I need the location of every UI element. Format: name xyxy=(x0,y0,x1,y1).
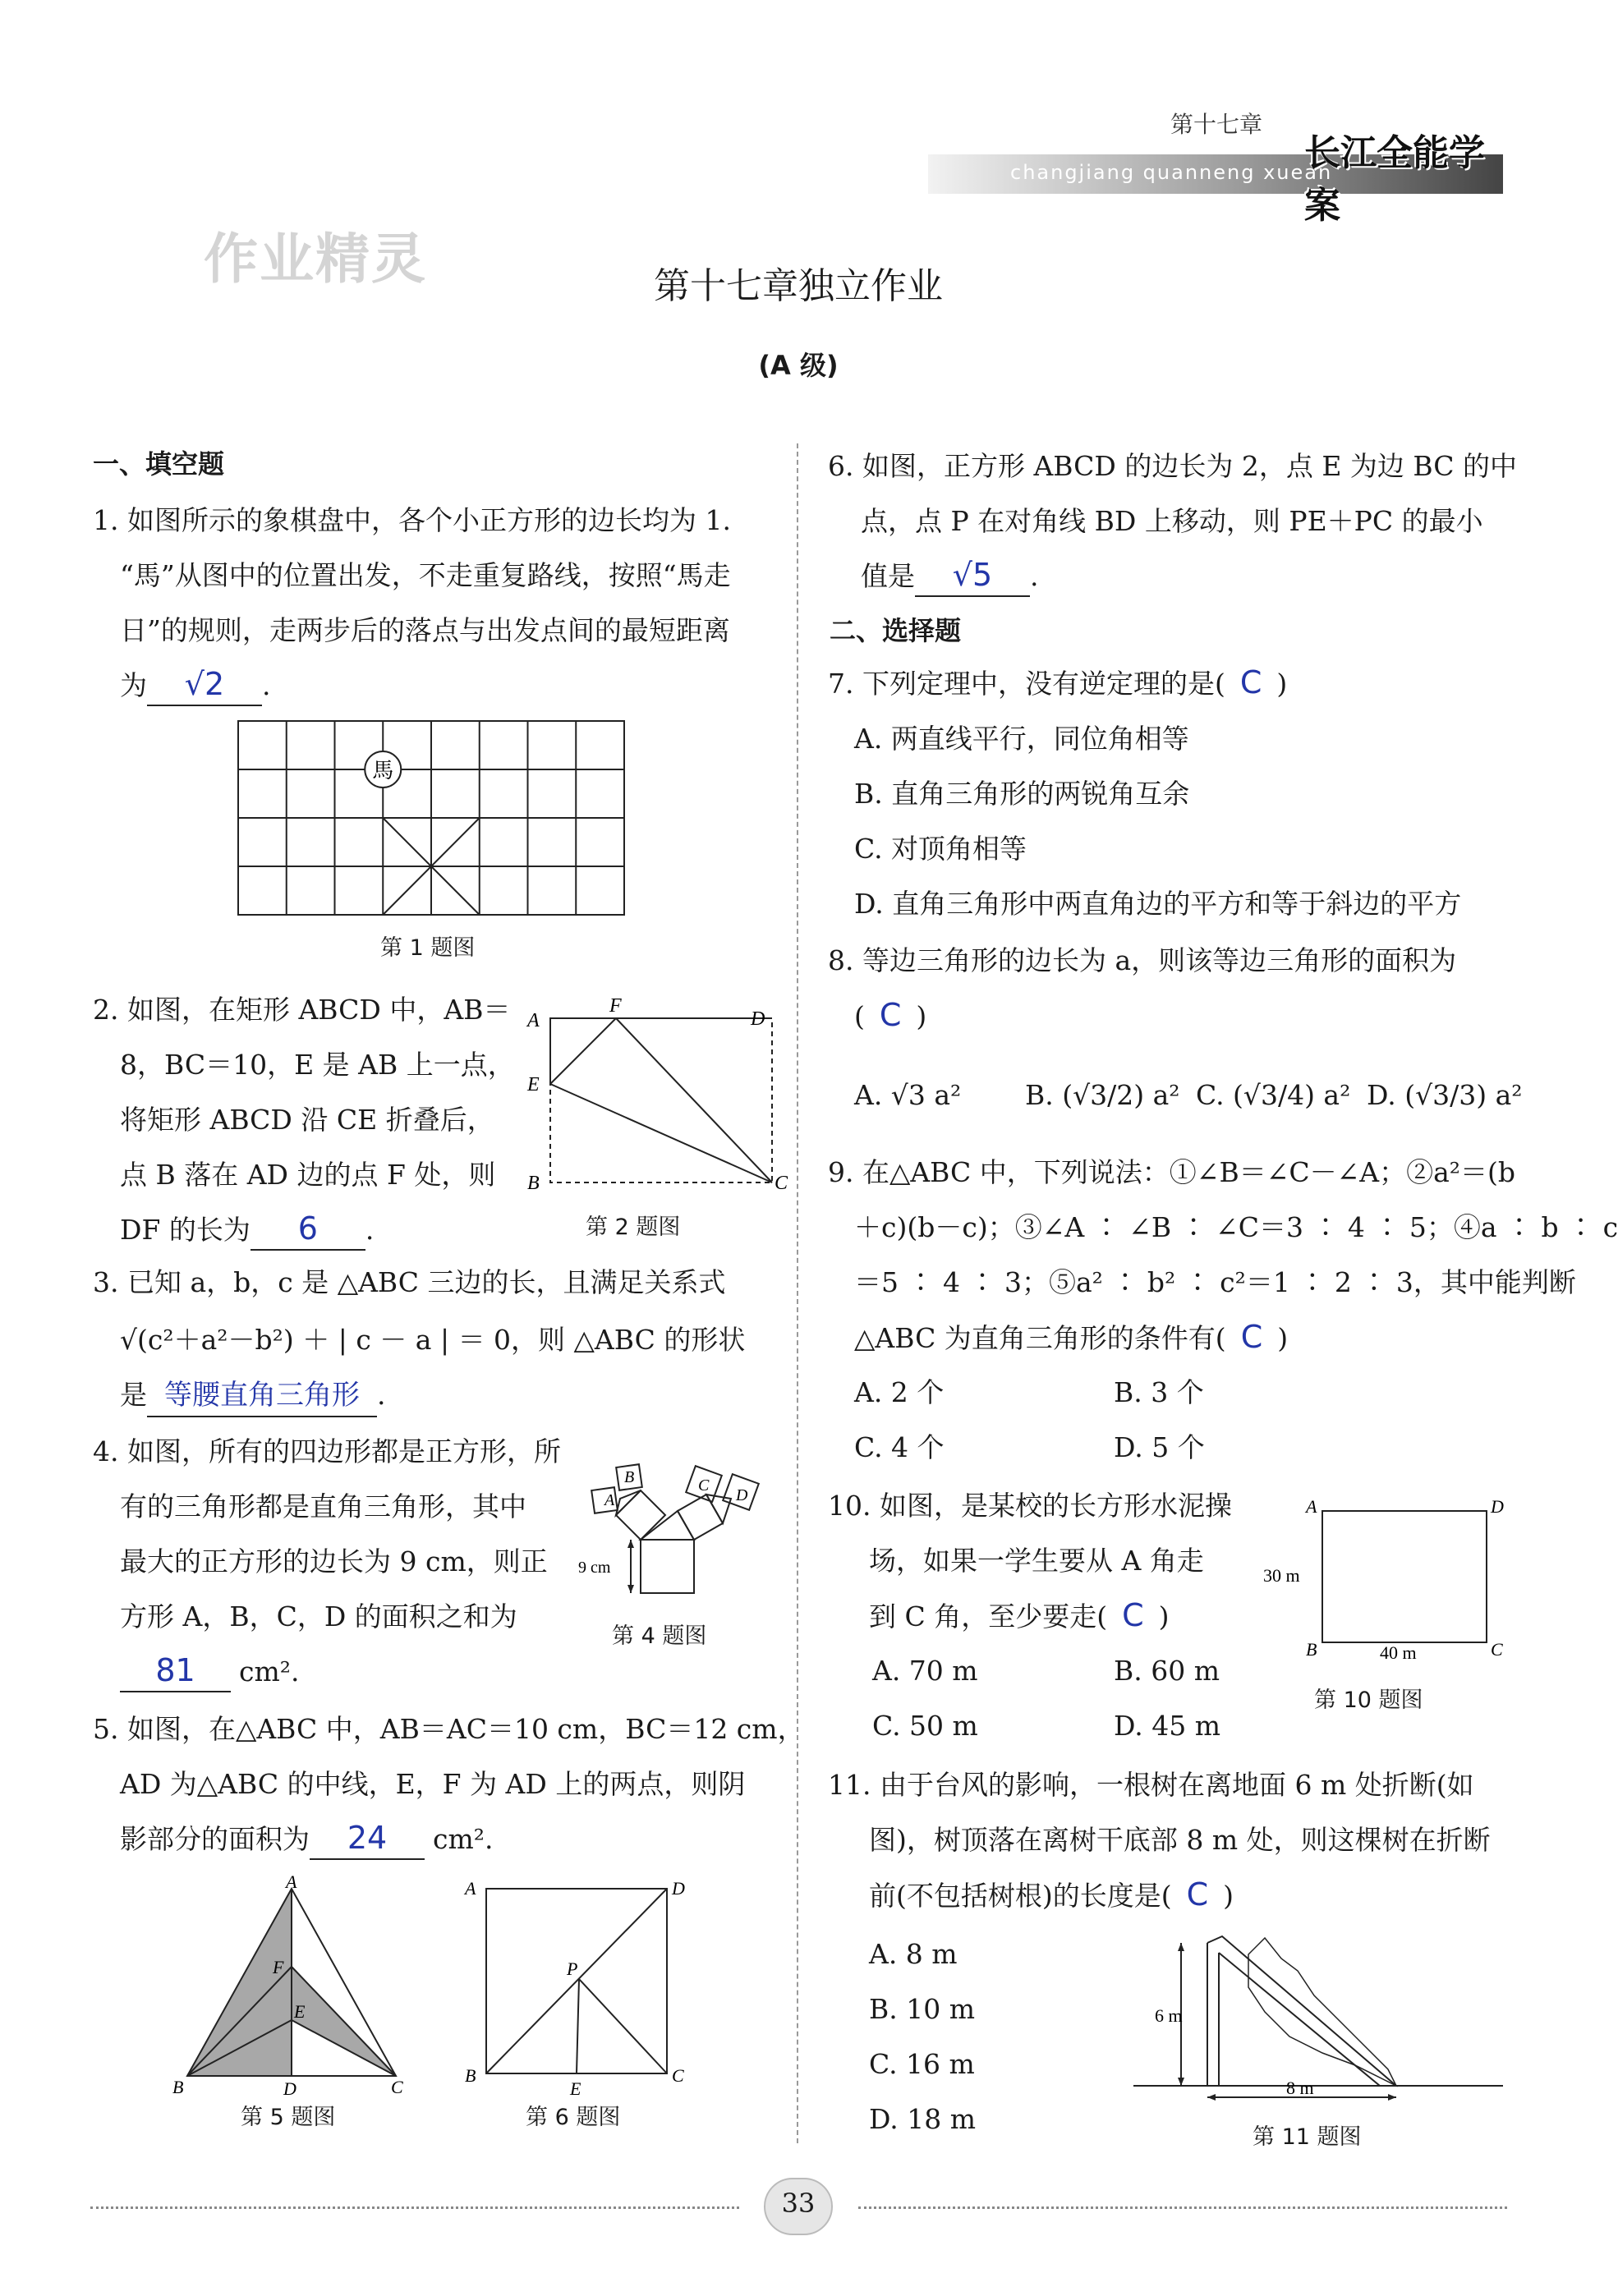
q6-prefix: 值是 xyxy=(861,560,915,592)
page-number: 33 xyxy=(781,2188,816,2219)
svg-text:C: C xyxy=(1491,1639,1503,1660)
q10-option-d: D. 45 m xyxy=(1114,1710,1221,1742)
q10-option-a: A. 70 m xyxy=(872,1655,978,1687)
q11-option-b: B. 10 m xyxy=(869,1993,976,2025)
q1-line4 xyxy=(120,658,271,713)
q2-prefix: DF 的长为 xyxy=(120,1214,251,1246)
svg-text:E: E xyxy=(294,2001,306,2022)
q2-tail: . xyxy=(365,1214,375,1246)
q11-line1: 11. 由于台风的影响，一根树在离地面 6 m 处折断(如 xyxy=(828,1769,1474,1801)
q2-rectangle-figure xyxy=(517,994,788,1194)
section-choice: 二、选择题 xyxy=(830,615,962,646)
chapter-label: 第十七章 xyxy=(1170,111,1263,138)
svg-text:C: C xyxy=(672,2065,684,2086)
q4-line2: 有的三角形都是直角三角形，其中 xyxy=(120,1490,526,1522)
q4-squares-figure xyxy=(575,1433,780,1609)
q1-tail: . xyxy=(262,669,271,701)
q1-line2: “馬”从图中的位置出发，不走重复路线，按照“馬走 xyxy=(120,559,731,591)
q8-stem: 8. 等边三角形的边长为 a，则该等边三角形的面积为 xyxy=(828,944,1457,976)
q1-caption: 第 1 题图 xyxy=(380,935,476,961)
q11-last: 前(不包括树根)的长度是( xyxy=(869,1880,1172,1912)
q9-answer: C xyxy=(1240,1319,1263,1355)
q4-line1: 4. 如图，所有的四边形都是正方形，所 xyxy=(93,1435,561,1467)
q4-line3: 最大的正方形的边长为 9 cm，则正 xyxy=(120,1545,548,1577)
watermark: 作业精灵 xyxy=(204,227,427,291)
q3-prefix: 是 xyxy=(120,1379,147,1411)
svg-text:B: B xyxy=(1306,1639,1317,1660)
q8-bracket xyxy=(854,988,926,1044)
q3-line3 xyxy=(120,1367,386,1422)
q6-line2: 点，点 P 在对角线 BD 上移动，则 PE＋PC 的最小 xyxy=(861,505,1483,537)
q10-option-c: C. 50 m xyxy=(872,1710,978,1742)
q10-line1: 10. 如图，是某校的长方形水泥操 xyxy=(828,1490,1232,1522)
brand-logo: 长江全能学案 xyxy=(1304,132,1485,227)
q6-line3 xyxy=(861,549,1039,604)
q9-line3: ＝5 ∶ 4 ∶ 3；⑤a² ∶ b² ∶ c²＝1 ∶ 2 ∶ 3，其中能判断 xyxy=(854,1266,1576,1298)
q7-option-d: D. 直角三角形中两直角边的平方和等于斜边的平方 xyxy=(854,888,1462,920)
svg-text:C: C xyxy=(775,1173,788,1194)
q10-last: 到 C 角，至少要走( xyxy=(869,1600,1108,1632)
svg-text:P: P xyxy=(567,1958,578,1979)
q9-option-a: A. 2 个 xyxy=(854,1376,945,1408)
q2-caption: 第 2 题图 xyxy=(586,1215,681,1240)
q9-line4 xyxy=(854,1310,1288,1366)
svg-text:B: B xyxy=(527,1173,540,1194)
q9-option-d: D. 5 个 xyxy=(1114,1431,1205,1463)
q6-line1: 6. 如图，正方形 ABCD 的边长为 2，点 E 为边 BC 的中 xyxy=(828,450,1518,482)
q10-answer: C xyxy=(1122,1597,1144,1633)
svg-text:D: D xyxy=(1491,1496,1504,1517)
q5-answer: 24 xyxy=(310,1817,425,1860)
q5-line1: 5. 如图，在△ABC 中，AB＝AC＝10 cm，BC＝12 cm， xyxy=(93,1713,805,1745)
svg-text:C: C xyxy=(698,1476,710,1495)
q1-line3: 日”的规则，走两步后的落点与出发点间的最短距离 xyxy=(120,614,730,646)
page-title: 第十七章独立作业 xyxy=(654,265,943,307)
svg-text:D: D xyxy=(736,1486,748,1504)
q10-option-b: B. 60 m xyxy=(1114,1655,1220,1687)
q10-caption: 第 10 题图 xyxy=(1314,1688,1423,1713)
svg-text:D: D xyxy=(672,1878,685,1899)
footer-rule-right xyxy=(858,2206,1507,2209)
svg-text:A: A xyxy=(286,1871,297,1892)
q8-option-d: D. (√3/3) a² xyxy=(1367,1079,1523,1111)
svg-text:A: A xyxy=(604,1491,615,1509)
q5-caption: 第 5 题图 xyxy=(241,2105,336,2130)
q9-last: △ABC 为直角三角形的条件有( xyxy=(854,1322,1226,1354)
footer-rule-left xyxy=(90,2206,739,2209)
q11-line2: 图)，树顶落在离树干底部 8 m 处，则这棵树在折断 xyxy=(869,1824,1491,1856)
q1-line1: 1. 如图所示的象棋盘中，各个小正方形的边长均为 1. xyxy=(93,504,731,536)
q9-option-c: C. 4 个 xyxy=(854,1431,945,1463)
q11-tree-figure xyxy=(1125,1922,1511,2110)
svg-text:F: F xyxy=(609,995,622,1017)
q8-option-b: B. (√3/2) a² xyxy=(1025,1079,1180,1111)
svg-text:B: B xyxy=(624,1468,635,1486)
q2-line4: 点 B 落在 AD 边的点 F 处，则 xyxy=(120,1159,496,1191)
q8-option-c: C. (√3/4) a² xyxy=(1196,1079,1351,1111)
q7-option-c: C. 对顶角相等 xyxy=(854,833,1027,865)
q11-option-c: C. 16 m xyxy=(869,2048,975,2080)
q3-answer: 等腰直角三角形 xyxy=(147,1375,377,1417)
q5-line3 xyxy=(120,1812,494,1867)
svg-text:D: D xyxy=(283,2078,296,2099)
q11-close: ) xyxy=(1223,1880,1234,1912)
q5-line2: AD 为△ABC 的中线，E，F 为 AD 上的两点，则阴 xyxy=(120,1768,746,1800)
q2-line2: 8，BC＝10，E 是 AB 上一点， xyxy=(120,1049,515,1081)
q8-close: ) xyxy=(916,1000,927,1032)
q4-unit: cm². xyxy=(239,1655,300,1688)
q9-line1: 9. 在△ABC 中，下列说法：①∠B＝∠C－∠A；②a²＝(b xyxy=(828,1156,1515,1188)
svg-text:A: A xyxy=(527,1010,540,1031)
q4-answer: 81 xyxy=(120,1650,231,1692)
q7-option-a: A. 两直线平行，同位角相等 xyxy=(854,723,1189,755)
q7-answer: C xyxy=(1239,664,1262,700)
section-fill: 一、填空题 xyxy=(93,448,225,480)
q9-close: ) xyxy=(1277,1322,1289,1354)
svg-text:A: A xyxy=(1306,1496,1317,1517)
q7-close: ) xyxy=(1276,668,1288,700)
q6-caption: 第 6 题图 xyxy=(526,2105,621,2130)
q3-line1: 3. 已知 a，b，c 是 △ABC 三边的长，且满足关系式 xyxy=(93,1266,726,1298)
q1-chessboard-figure xyxy=(230,714,632,920)
q2-line3: 将矩形 ABCD 沿 CE 折叠后， xyxy=(120,1104,494,1136)
q7-option-b: B. 直角三角形的两锐角互余 xyxy=(854,778,1190,810)
header xyxy=(920,99,1511,227)
q11-line3 xyxy=(869,1867,1234,1923)
q4-dimension-label: 9 cm xyxy=(578,1559,611,1577)
q4-line4: 方形 A，B，C，D 的面积之和为 xyxy=(120,1600,517,1632)
svg-text:F: F xyxy=(273,1957,284,1977)
svg-text:B: B xyxy=(465,2065,476,2086)
q10-rectangle-figure xyxy=(1257,1495,1519,1663)
q11-height-label: 6 m xyxy=(1155,2005,1183,2026)
q11-option-a: A. 8 m xyxy=(869,1938,958,1970)
q3-line2: √(c²＋a²－b²) ＋ | c － a | ＝ 0，则 △ABC 的形状 xyxy=(120,1324,746,1356)
q3-tail: . xyxy=(377,1379,386,1411)
q2-answer: 6 xyxy=(251,1208,365,1251)
q1-piece-label: 馬 xyxy=(372,759,394,783)
q2-line1: 2. 如图，在矩形 ABCD 中，AB＝ xyxy=(93,994,511,1026)
q6-square-figure xyxy=(460,1876,690,2099)
q11-width-label: 8 m xyxy=(1286,2078,1314,2098)
q10-close: ) xyxy=(1158,1600,1170,1632)
svg-text:B: B xyxy=(172,2077,184,2097)
q10-width-label: 40 m xyxy=(1380,1642,1417,1663)
q10-height-label: 30 m xyxy=(1263,1565,1300,1586)
q11-caption: 第 11 题图 xyxy=(1253,2124,1362,2150)
q1-answer: √2 xyxy=(147,664,262,706)
q4-caption: 第 4 题图 xyxy=(612,1623,707,1649)
q10-line3 xyxy=(869,1588,1170,1644)
q5-unit: cm². xyxy=(433,1823,494,1855)
q10-line2: 场，如果一学生要从 A 角走 xyxy=(869,1545,1204,1577)
q5-triangle-figure xyxy=(164,1871,419,2099)
q6-answer: √5 xyxy=(915,554,1030,597)
q8-option-a: A. √3 a² xyxy=(854,1079,962,1111)
q9-option-b: B. 3 个 xyxy=(1114,1376,1204,1408)
header-pinyin: changjiang quanneng xuean xyxy=(1010,161,1333,184)
svg-text:D: D xyxy=(751,1008,765,1030)
svg-text:C: C xyxy=(391,2077,403,2097)
q2-line5 xyxy=(120,1202,374,1257)
q11-answer: C xyxy=(1186,1876,1209,1913)
column-divider xyxy=(797,443,798,2143)
svg-text:E: E xyxy=(527,1074,540,1095)
q7-stem-text: 7. 下列定理中，没有逆定理的是( xyxy=(828,668,1225,700)
svg-text:E: E xyxy=(570,2078,581,2099)
q11-option-d: D. 18 m xyxy=(869,2103,977,2135)
q9-line2: ＋c)(b－c)；③∠A ∶ ∠B ∶ ∠C＝3 ∶ 4 ∶ 5；④a ∶ b ∶ c xyxy=(854,1211,1618,1243)
q6-tail: . xyxy=(1030,560,1039,592)
q8-open: ( xyxy=(854,1000,865,1032)
svg-text:A: A xyxy=(465,1878,476,1899)
q4-line5 xyxy=(120,1644,300,1699)
q8-answer: C xyxy=(879,997,902,1033)
q7-stem xyxy=(828,655,1287,711)
q5-prefix: 影部分的面积为 xyxy=(120,1823,310,1855)
q1-prefix: 为 xyxy=(120,669,147,701)
level-label: (A 级) xyxy=(758,350,839,381)
